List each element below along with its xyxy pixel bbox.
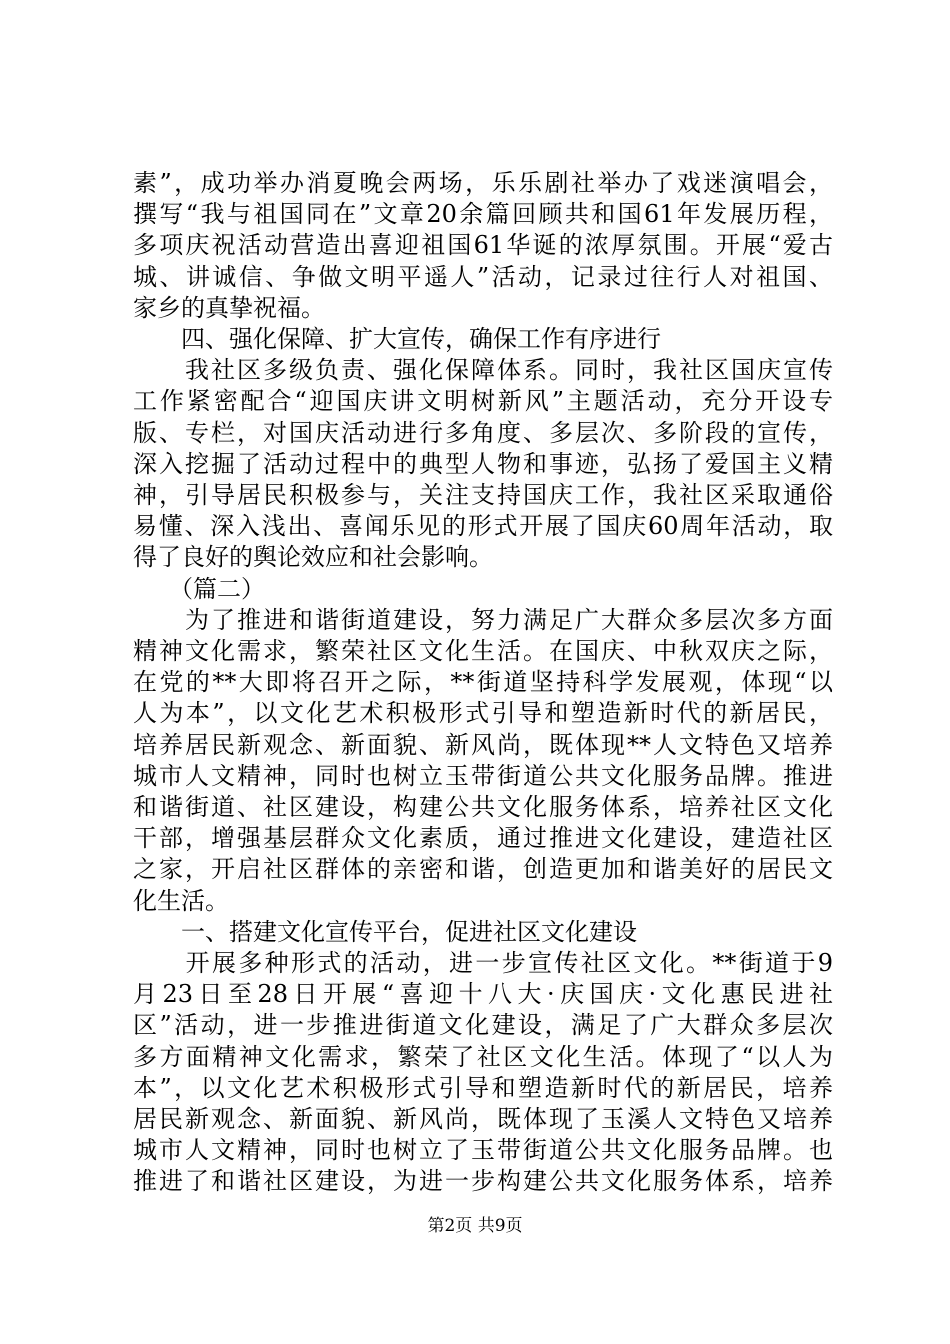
text-line: 城、讲诚信、争做文明平遥人”活动，记录过往行人对祖国、 (133, 262, 833, 291)
text-line: 在党的**大即将召开之际，**街道坚持科学发展观，体现“以 (133, 668, 833, 697)
text-line: 本”，以文化艺术积极形式引导和塑造新时代的新居民，培养 (133, 1073, 833, 1102)
text-line: 得了良好的舆论效应和社会影响。 (133, 543, 493, 572)
text-line: 易懂、深入浅出、喜闻乐见的形式开展了国庆60周年活动，取 (133, 512, 833, 541)
part-heading: （篇二） (133, 574, 265, 603)
text-line: 人为本”，以文化艺术积极形式引导和塑造新时代的新居民， (133, 699, 833, 728)
text-line: 居民新观念、新面貌、新风尚，既体现了玉溪人文特色又培养 (133, 1105, 833, 1133)
text-line: 神，引导居民积极参与，关注支持国庆工作，我社区采取通俗 (133, 481, 833, 509)
text-line: 深入挖掘了活动过程中的典型人物和事迹，弘扬了爱国主义精 (133, 449, 833, 478)
text-line: 家乡的真挚祝福。 (133, 293, 325, 322)
text-line: 培养居民新观念、新面貌、新风尚，既体现**人文特色又培养 (133, 730, 833, 759)
text-line: 城市人文精神，同时也树立玉带街道公共文化服务品牌。推进 (133, 761, 833, 790)
text-line: 月23日至28日开展“喜迎十八大·庆国庆·文化惠民进社 (133, 980, 833, 1009)
text-line: 多方面精神文化需求，繁荣了社区文化生活。体现了“以人为 (133, 1042, 833, 1071)
text-line: 城市人文精神，同时也树立了玉带街道公共文化服务品牌。也 (133, 1136, 833, 1165)
text-line: 之家，开启社区群体的亲密和谐，创造更加和谐美好的居民文 (133, 855, 833, 884)
text-line: 区”活动，进一步推进街道文化建设，满足了广大群众多层次 (133, 1011, 833, 1040)
text-line: 工作紧密配合“迎国庆讲文明树新风”主题活动，充分开设专 (133, 387, 833, 416)
text-line: 干部，增强基层群众文化素质，通过推进文化建设，建造社区 (133, 824, 833, 853)
text-line: 多项庆祝活动营造出喜迎祖国61华诞的浓厚氛围。开展“爱古 (133, 231, 833, 260)
text-line: 撰写“我与祖国同在”文章20余篇回顾共和国61年发展历程， (133, 200, 833, 229)
text-line: 开展多种形式的活动，进一步宣传社区文化。**街道于9 (133, 949, 833, 977)
text-line: 版、专栏，对国庆活动进行多角度、多层次、多阶段的宣传， (133, 418, 833, 447)
text-line: 推进了和谐社区建设，为进一步构建公共文化服务体系，培养 (133, 1167, 833, 1196)
section-heading: 四、强化保障、扩大宣传，确保工作有序进行 (133, 325, 661, 353)
section-heading: 一、搭建文化宣传平台，促进社区文化建设 (133, 917, 637, 946)
text-line: 化生活。 (133, 886, 229, 915)
text-line: 素”，成功举办消夏晚会两场，乐乐剧社举办了戏迷演唱会， (133, 169, 833, 197)
text-line: 和谐街道、社区建设，构建公共文化服务体系，培养社区文化 (133, 793, 833, 821)
text-line: 精神文化需求，繁荣社区文化生活。在国庆、中秋双庆之际， (133, 637, 833, 665)
page-footer: 第2页 共9页 (427, 1216, 523, 1236)
text-line: 我社区多级负责、强化保障体系。同时，我社区国庆宣传 (133, 356, 833, 385)
text-line: 为了推进和谐街道建设，努力满足广大群众多层次多方面 (133, 605, 833, 634)
